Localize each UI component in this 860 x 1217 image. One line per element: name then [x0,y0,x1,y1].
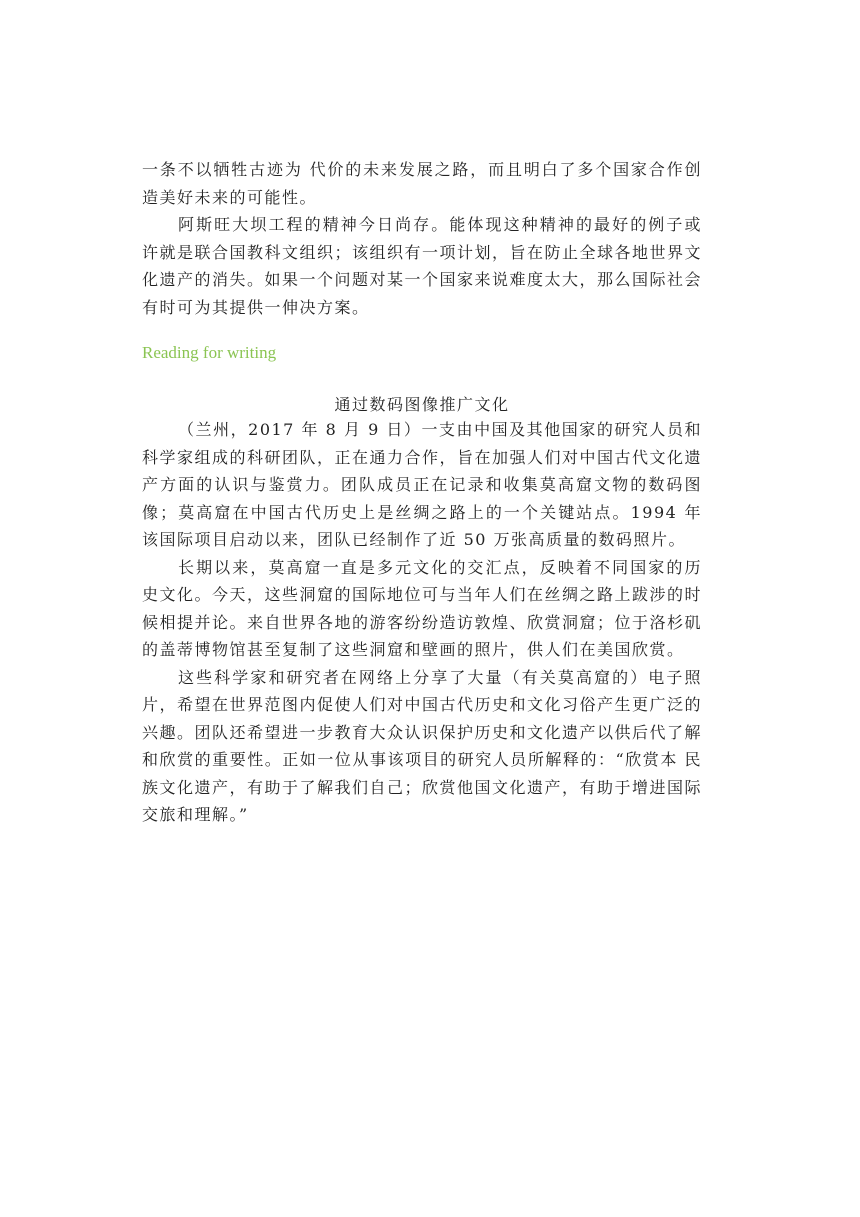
article-body [142,416,702,829]
intro-paragraph-1: 一条不以牺牲古迹为 代价的未来发展之路，而且明白了多个国家合作创造美好未来的可能性。 [142,160,702,207]
section-heading: Reading for writing [142,343,277,362]
intro-section [142,156,702,321]
intro-paragraph-2: 阿斯旺大坝工程的精神今日尚存。能体现这种精神的最好的例子或许就是联合国教科文组织；该组织有一项计划，旨在防止全球各地世界文化遗产的消失。如果一个问题对某一个国家来说难度太大，那么国际社会有时可为其提供一伸决方案。 [142,215,703,317]
article-title: 通过数码图像推广文化 [334,395,510,414]
article-paragraph-3: 这些科学家和研究者在网络上分享了大量（有关莫高窟的）电子照片，希望在世界范图内促使人们对中国古代历史和文化习俗产生更广泛的兴趣。团队还希望进一步教育大众认识保护历史和文化遗产以供后代了解和欣赏的重要性。正如一位从事该项目的研究人员所解释的：“欣赏本 民族文化遗产，有助于了解我们自己；欣赏他国文化遗产，有助于增进国际交旅和理解。” [142,667,703,824]
article-paragraph-2: 长期以来，莫高窟一直是多元文化的交汇点，反映着不同国家的历史文化。今天，这些洞窟的国际地位可与当年人们在丝绸之路上跋涉的时候相提并论。来自世界各地的游客纷纷造访敦煌、欣赏洞窟；位于洛杉矶的盖蒂博物馆甚至复制了这些洞窟和壁画的照片，供人们在美国欣赏。 [142,557,703,659]
article-paragraph-1: （兰州，2017 年 8 月 9 日）一支由中国及其他国家的研究人员和科学家组成的科研团队，正在通力合作，旨在加强人们对中国古代文化遗产方面的认识与鉴赏力。团队成员正在记录和收集莫高窟文物的数码图像；莫高窟在中国古代历史上是丝绸之路上的一个关键站点。1994 年该国际项目启动以来，团队已经制作了近 50 万张高质量的数码照片。 [142,420,703,549]
